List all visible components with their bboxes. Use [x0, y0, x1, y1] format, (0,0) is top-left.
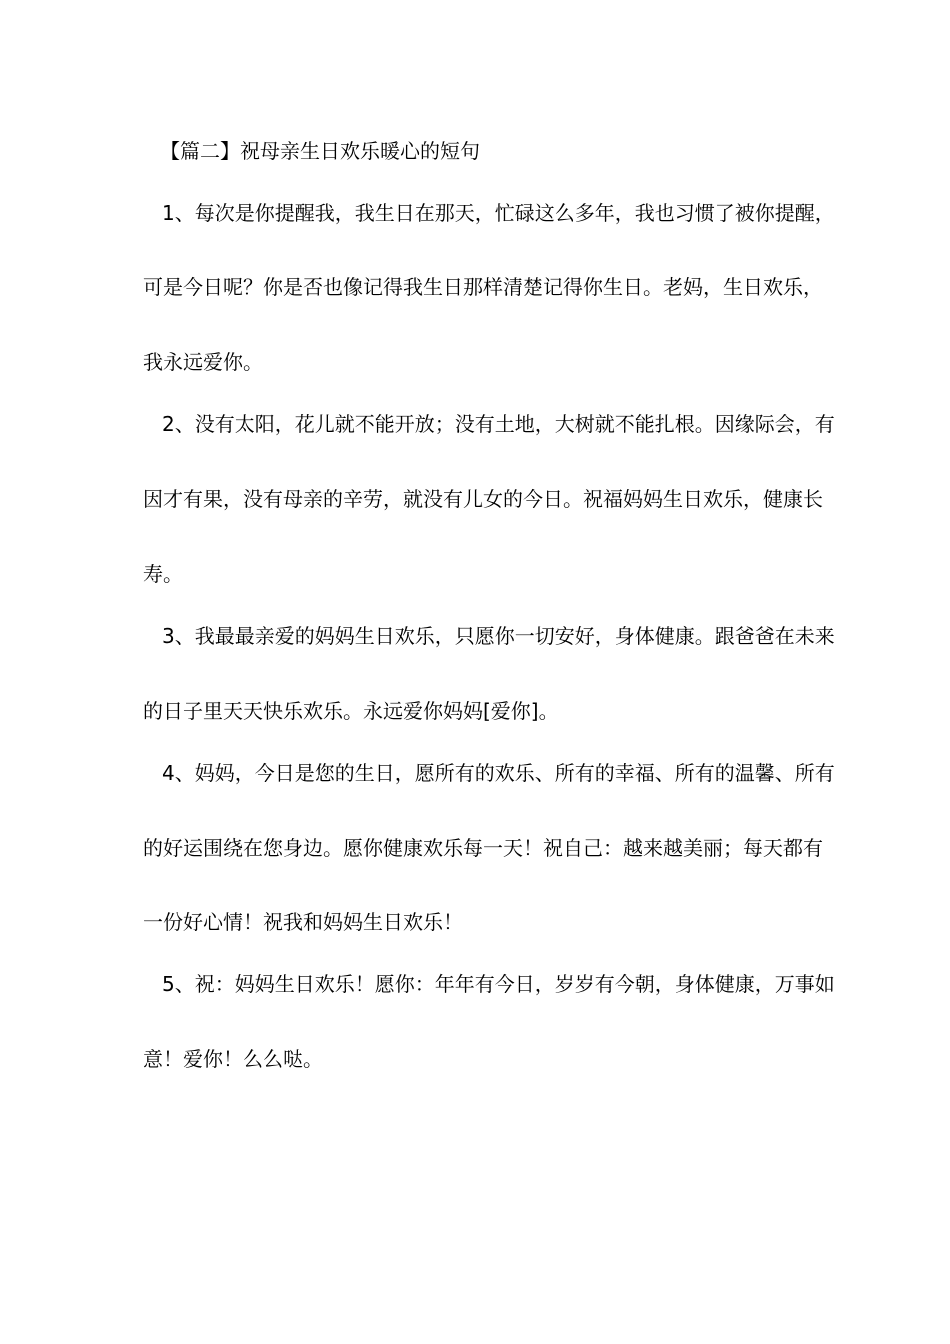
- paragraph-4-line-1: 4、妈妈，今日是您的生日，愿所有的欢乐、所有的幸福、所有的温馨、所有: [162, 761, 835, 785]
- paragraph-1-line-3: 我永远爱你。: [143, 350, 263, 374]
- paragraph-2-line-1: 2、没有太阳，花儿就不能开放；没有土地，大树就不能扎根。因缘际会，有: [162, 412, 835, 436]
- paragraph-4-line-3: 一份好心情！祝我和妈妈生日欢乐！: [143, 910, 463, 934]
- paragraph-5-line-1: 5、祝：妈妈生日欢乐！愿你：年年有今日，岁岁有今朝，身体健康，万事如: [162, 972, 835, 996]
- paragraph-4-line-2: 的好运围绕在您身边。愿你健康欢乐每一天！祝自己：越来越美丽；每天都有: [143, 836, 823, 860]
- paragraph-1-line-1: 1、每次是你提醒我，我生日在那天，忙碌这么多年，我也习惯了被你提醒，: [162, 201, 835, 225]
- paragraph-3-line-2: 的日子里天天快乐欢乐。永远爱你妈妈[爱你]。: [143, 699, 559, 723]
- paragraph-2-line-3: 寿。: [143, 562, 183, 586]
- paragraph-3-line-1: 3、我最最亲爱的妈妈生日欢乐，只愿你一切安好，身体健康。跟爸爸在未来: [162, 624, 835, 648]
- paragraph-2-line-2: 因才有果，没有母亲的辛劳，就没有儿女的今日。祝福妈妈生日欢乐，健康长: [143, 487, 823, 511]
- section-title: 【篇二】祝母亲生日欢乐暖心的短句: [160, 139, 480, 163]
- paragraph-1-line-2: 可是今日呢？你是否也像记得我生日那样清楚记得你生日。老妈，生日欢乐，: [143, 275, 823, 299]
- paragraph-5-line-2: 意！爱你！么么哒。: [143, 1047, 323, 1071]
